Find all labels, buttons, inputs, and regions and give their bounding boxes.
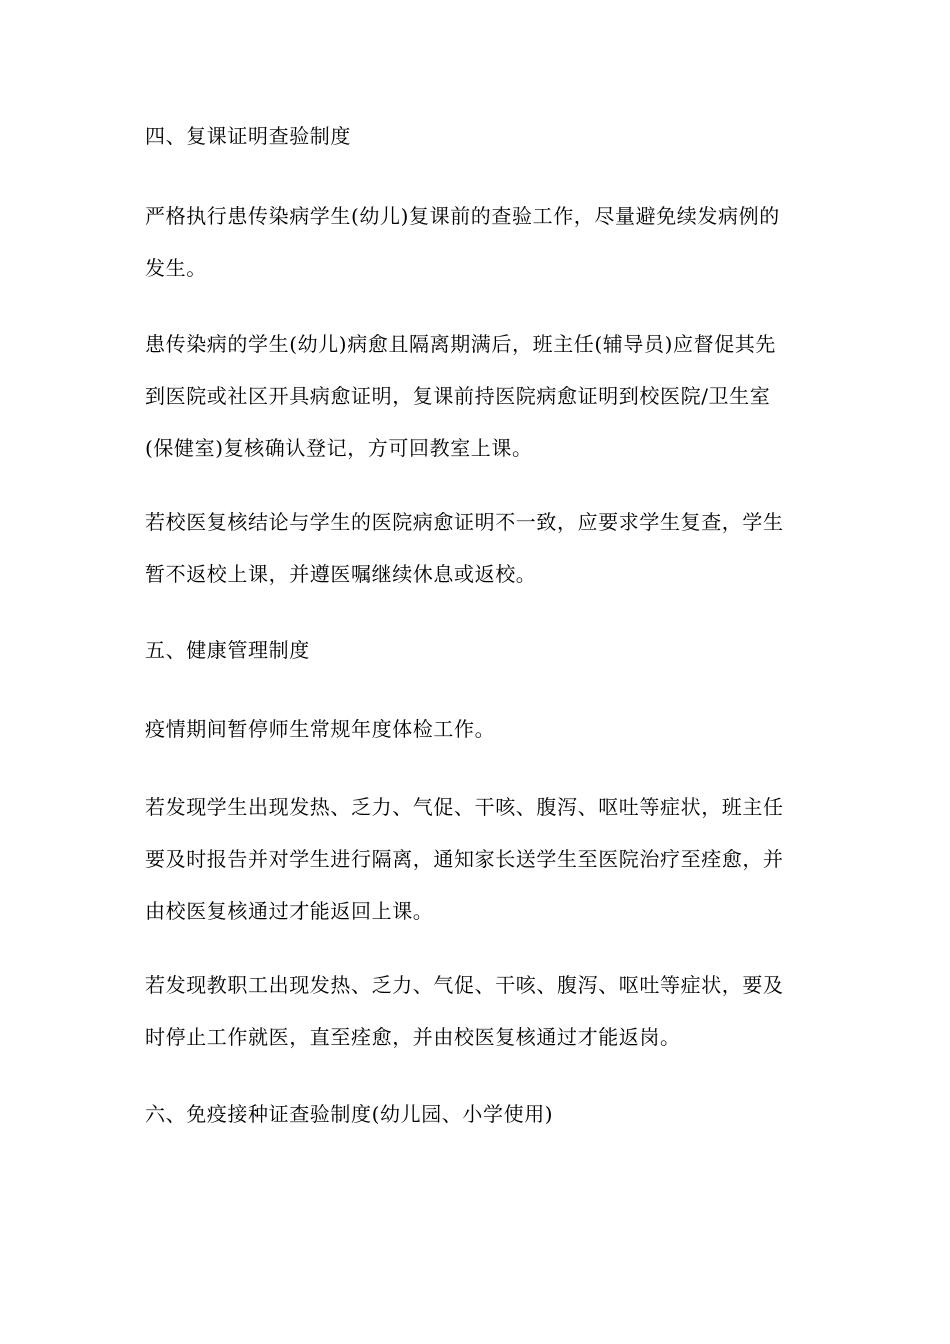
- text-line: 疫情期间暂停师生常规年度体检工作。: [145, 717, 496, 741]
- text-line: 六、免疫接种证查验制度(幼儿园、小学使用): [145, 1102, 554, 1126]
- text-line: 患传染病的学生(幼儿)病愈且隔离期满后，班主任(辅导员)应督促其先: [145, 332, 777, 356]
- text-line: 四、复课证明查验制度: [145, 124, 351, 148]
- section-4-heading: [145, 110, 810, 162]
- section-4-paragraph-3: [145, 496, 810, 600]
- section-5-heading: [145, 624, 810, 676]
- section-5-paragraph-1: [145, 703, 810, 755]
- text-line: 严格执行患传染病学生(幼儿)复课前的查验工作，尽量避免续发病例的: [145, 204, 780, 228]
- text-line: 时停止工作就医，直至痊愈，并由校医复核通过才能返岗。: [145, 1025, 681, 1049]
- text-line: 若发现教职工出现发热、乏力、气促、干咳、腹泻、呕吐等症状，要及: [145, 973, 784, 997]
- text-line: 发生。: [145, 256, 207, 280]
- text-line: 到医院或社区开具病愈证明，复课前持医院病愈证明到校医院/卫生室: [145, 384, 771, 408]
- section-4-paragraph-2: [145, 318, 810, 474]
- text-line: 若校医复核结论与学生的医院病愈证明不一致，应要求学生复查，学生: [145, 510, 784, 534]
- section-5-paragraph-2: [145, 781, 810, 937]
- section-6-heading: [145, 1088, 810, 1140]
- section-4-paragraph-1: [145, 190, 810, 294]
- text-line: 要及时报告并对学生进行隔离，通知家长送学生至医院治疗至痊愈，并: [145, 847, 784, 871]
- text-line: 五、健康管理制度: [145, 638, 310, 662]
- section-5-paragraph-3: [145, 959, 810, 1063]
- text-line: 暂不返校上课，并遵医嘱继续休息或返校。: [145, 562, 537, 586]
- text-line: 由校医复核通过才能返回上课。: [145, 899, 434, 923]
- text-line: 若发现学生出现发热、乏力、气促、干咳、腹泻、呕吐等症状，班主任: [145, 795, 784, 819]
- text-line: (保健室)复核确认登记，方可回教室上课。: [145, 436, 533, 460]
